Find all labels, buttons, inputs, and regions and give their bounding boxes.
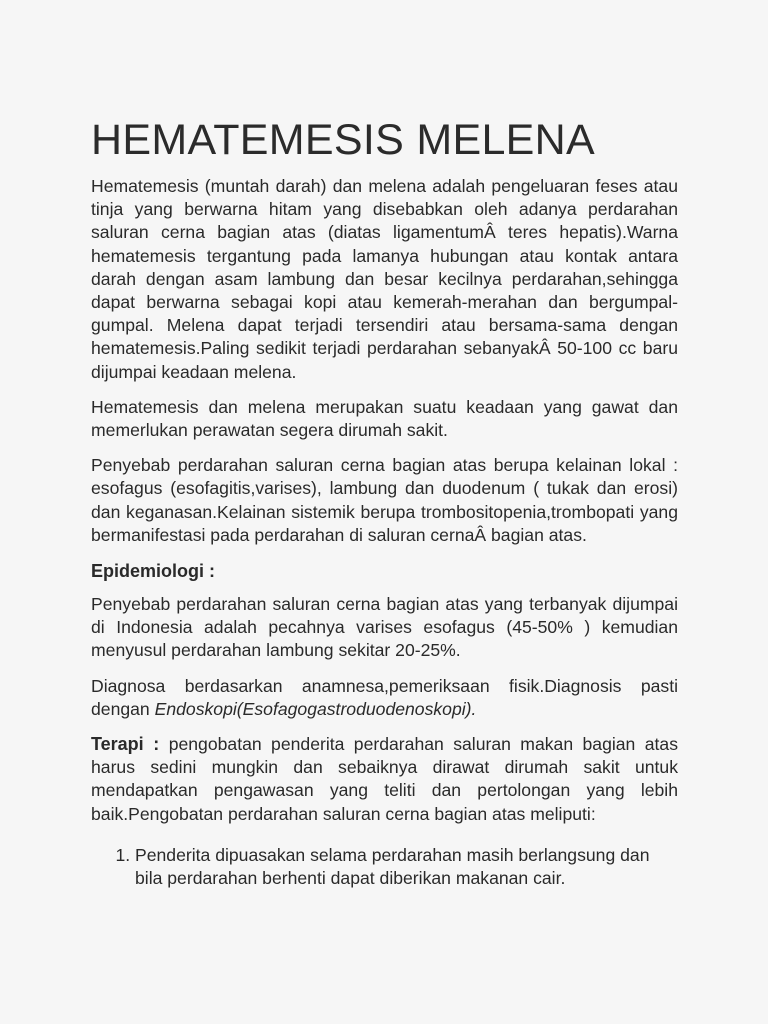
paragraph-urgency: Hematemesis dan melena merupakan suatu keadaan yang gawat dan memerlukan perawatan segera dirumah sakit. xyxy=(91,396,678,441)
paragraph-epidemiology: Penyebab perdarahan saluran cerna bagian atas yang terbanyak dijumpai di Indonesia adalah pecahnya varises esofagus (45-50% ) kemudian menyusul perdarahan lambung sekitar 20-25%. xyxy=(91,594,678,661)
paragraph-causes: Penyebab perdarahan saluran cerna bagian atas berupa kelainan lokal : esofagus (esofagitis,varises), lambung dan duodenum ( tukak dan erosi) dan keganasan.Kelainan sistemik berupa trombositopenia,trombopati yang bermanifestasi pada perdarahan di saluran cernaÂ bagian atas. xyxy=(91,455,678,545)
heading-epidemiologi: Epidemiologi : xyxy=(91,561,215,582)
paragraph-definition: Hematemesis (muntah darah) dan melena adalah pengeluaran feses atau tinja yang berwarna hitam yang disebabkan oleh adanya perdarahan saluran cerna bagian atas (diatas ligamentumÂ teres hepatis).Warna hematemesis tergantung pada lamanya hubungan atau kontak antara darah dengan asam lambung dan besar kecilnya perdarahan,sehingga dapat berwarna sebagai kopi atau kemerah-merahan dan bergumpal-gumpal. Melena dapat terjadi tersendiri atau bersama-sama dengan hematemesis.Paling sedikit terjadi perdarahan sebanyakÂ 50-100 cc baru dijumpai keadaan melena. xyxy=(91,176,678,382)
paragraph-diagnosis xyxy=(91,675,678,721)
therapy-text: pengobatan penderita perdarahan saluran makan bagian atas harus sedini mungkin dan sebaiknya dirawat dirumah sakit untuk mendapatkan pengawasan yang teliti dan pertolongan yang lebih baik.Pengobatan perdarahan saluran cerna bagian atas meliputi: xyxy=(91,734,678,824)
therapy-label: Terapi : xyxy=(91,734,169,755)
document-title: HEMATEMESIS MELENA xyxy=(91,116,595,164)
diagnosis-text: Diagnosa berdasarkan anamnesa,pemeriksaan fisik.Diagnosis pasti dengan xyxy=(91,675,678,719)
therapy-list xyxy=(91,844,678,890)
list-item: 1. Penderita dipuasakan selama perdarahan masih berlangsung dan bila perdarahan berhenti dapat diberikan makanan cair. xyxy=(135,844,678,890)
paragraph-therapy xyxy=(91,733,678,826)
diagnosis-italic: Endoskopi(Esofagogastroduodenoskopi). xyxy=(154,698,477,719)
document-body xyxy=(91,175,678,890)
